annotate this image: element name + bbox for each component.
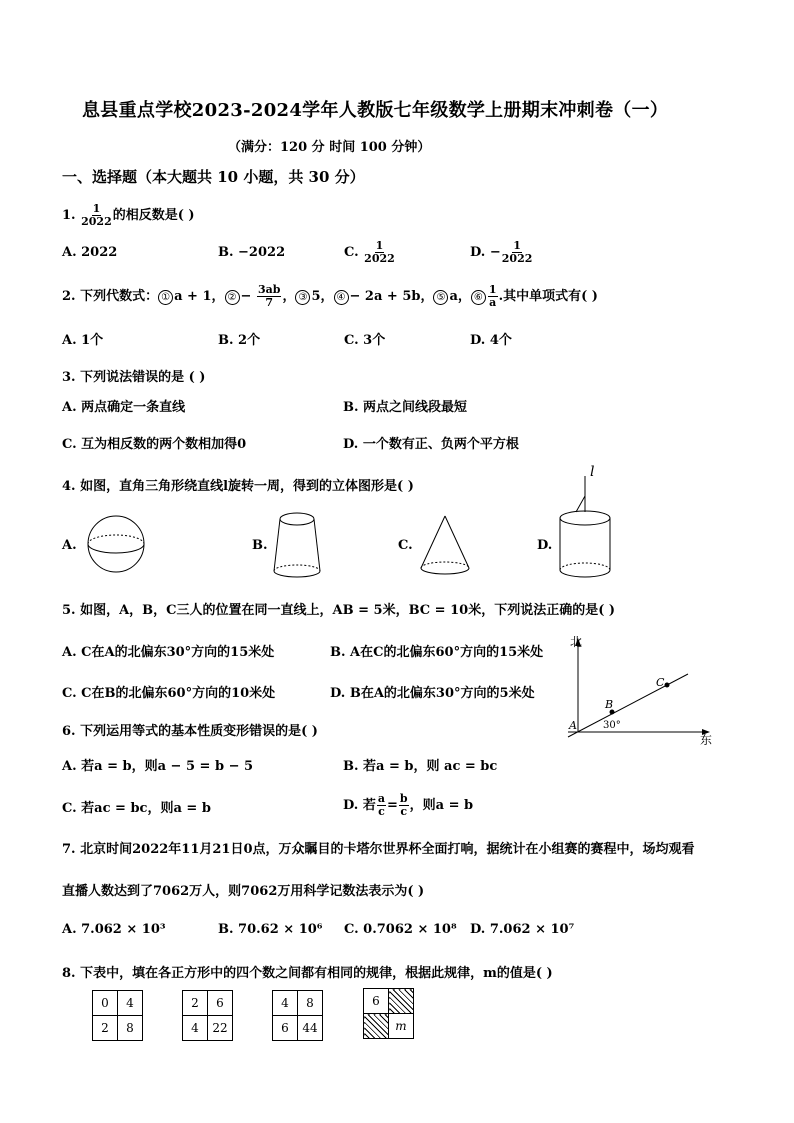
direction-figure (560, 632, 720, 748)
q7-option-b[interactable]: B. 70.62 × 10⁶ (218, 922, 323, 937)
q5-option-b[interactable]: B. A在C的北偏东60°方向的15米处 (330, 645, 544, 660)
q7-option-a[interactable]: A. 7.062 × 10³ (62, 922, 166, 937)
q6-option-c[interactable]: C. 若ac = bc，则a = b (62, 801, 211, 816)
axis-label-l: l (590, 464, 595, 480)
q5-option-c[interactable]: C. C在B的北偏东60°方向的10米处 (62, 686, 276, 701)
q2-option-d[interactable]: D. 4个 (470, 333, 512, 348)
grid-cell: 6 (208, 991, 233, 1016)
cylinder-figure (552, 460, 618, 584)
question-3: 3. 下列说法错误的是 ( ) (62, 370, 206, 385)
label-c: C (656, 676, 665, 689)
number-grid-4 (363, 988, 414, 1039)
sphere-figure (84, 513, 148, 575)
grid-cell: 44 (298, 1016, 323, 1041)
grid-cell: 6 (364, 989, 389, 1014)
exam-subtitle: （满分：120 分 时间 100 分钟） (228, 140, 431, 155)
q3-option-c[interactable]: C. 互为相反数的两个数相加得0 (62, 437, 247, 452)
label-b: B (605, 698, 614, 711)
grid-cell: 22 (208, 1016, 233, 1041)
q2-option-b[interactable]: B. 2个 (218, 333, 261, 348)
north-label: 北 (570, 635, 583, 649)
q4-option-d[interactable]: D. (537, 538, 553, 553)
q1-option-a[interactable]: A. 2022 (62, 245, 118, 260)
q6-option-a[interactable]: A. 若a = b，则a − 5 = b − 5 (62, 759, 254, 774)
grid-cell: 0 (93, 991, 118, 1016)
question-2: 2. 下列代数式： ① a + 1， ② − $\frac{3ab}{7}$ ， ③ 5， ④ − 2a + 5b， ⑤ a， ⑥ $\frac{1}{a}$ .其中单项式有( ) (62, 283, 598, 309)
q3-option-a[interactable]: A. 两点确定一条直线 (62, 400, 186, 415)
angle-label: 30° (603, 720, 621, 731)
grid-cell-m: m (389, 1014, 414, 1039)
question-4: 4. 如图，直角三角形绕直线l旋转一周，得到的立体图形是( ) (62, 479, 414, 494)
q7-option-d[interactable]: D. 7.062 × 10⁷ (470, 922, 575, 937)
q1-option-d[interactable]: D. − $\frac{1}{2022}$ (470, 239, 533, 265)
q7-option-c[interactable]: C. 0.7062 × 10⁸ (344, 922, 457, 937)
number-grid-3 (272, 990, 323, 1041)
grid-cell: 6 (273, 1016, 298, 1041)
q2-option-c[interactable]: C. 3个 (344, 333, 386, 348)
q1-option-c[interactable]: C. $\frac{1}{2022}$ (344, 239, 395, 265)
question-6: 6. 下列运用等式的基本性质变形错误的是( ) (62, 724, 318, 739)
q3-option-b[interactable]: B. 两点之间线段最短 (343, 400, 468, 415)
q1-option-b[interactable]: B. −2022 (218, 245, 286, 260)
q5-option-d[interactable]: D. B在A的北偏东30°方向的5米处 (330, 686, 535, 701)
grid-cell: 8 (298, 991, 323, 1016)
label-a: A (569, 719, 577, 732)
q5-option-a[interactable]: A. C在A的北偏东30°方向的15米处 (62, 645, 275, 660)
grid-cell: 4 (118, 991, 143, 1016)
question-8: 8. 下表中，填在各正方形中的四个数之间都有相同的规律，根据此规律，m的值是( ) (62, 966, 553, 981)
q4-option-c[interactable]: C. (398, 538, 413, 553)
q1-text: 的相反数是( ) (112, 208, 195, 223)
question-5: 5. 如图，A，B，C三人的位置在同一直线上，AB = 5米，BC = 10米，下列说法正确的是( ) (62, 603, 616, 618)
q4-option-b[interactable]: B. (252, 538, 268, 553)
grid-cell-hatched (389, 989, 414, 1014)
q1-fraction: $\frac{1}{2022}$ (81, 202, 112, 228)
grid-cell: 4 (183, 1016, 208, 1041)
question-7-line-1: 7. 北京时间2022年11月21日0点，万众瞩目的卡塔尔世界杯全面打响，据统计在小组赛的赛程中，场均观看 (62, 842, 695, 857)
q6-option-b[interactable]: B. 若a = b，则 ac = bc (343, 759, 498, 774)
grid-cell: 4 (273, 991, 298, 1016)
point-c (665, 683, 670, 688)
number-grid-2 (182, 990, 233, 1041)
q6-option-d[interactable]: D. 若 $\frac{a}{c}$ = $\frac{b}{c}$ ，则a = b (343, 792, 474, 818)
frustum-figure (270, 510, 324, 582)
grid-cell: 8 (118, 1016, 143, 1041)
question-7-line-2: 直播人数达到了7062万人，则7062万用科学记数法表示为( ) (62, 884, 425, 899)
question-1 (62, 203, 195, 228)
grid-cell: 2 (183, 991, 208, 1016)
grid-cell: 2 (93, 1016, 118, 1041)
q2-option-a[interactable]: A. 1个 (62, 333, 104, 348)
q4-option-a[interactable]: A. (62, 538, 77, 553)
east-label: 东 (700, 733, 713, 747)
number-grid-1 (92, 990, 143, 1041)
q3-option-d[interactable]: D. 一个数有正、负两个平方根 (343, 437, 519, 452)
exam-title: 息县重点学校2023-2024学年人教版七年级数学上册期末冲刺卷（一） (82, 100, 669, 121)
cone-figure (418, 514, 472, 578)
section-heading: 一、选择题（本大题共 10 小题，共 30 分） (62, 168, 365, 186)
grid-cell-hatched (364, 1014, 389, 1039)
q1-number: 1. (62, 208, 76, 223)
